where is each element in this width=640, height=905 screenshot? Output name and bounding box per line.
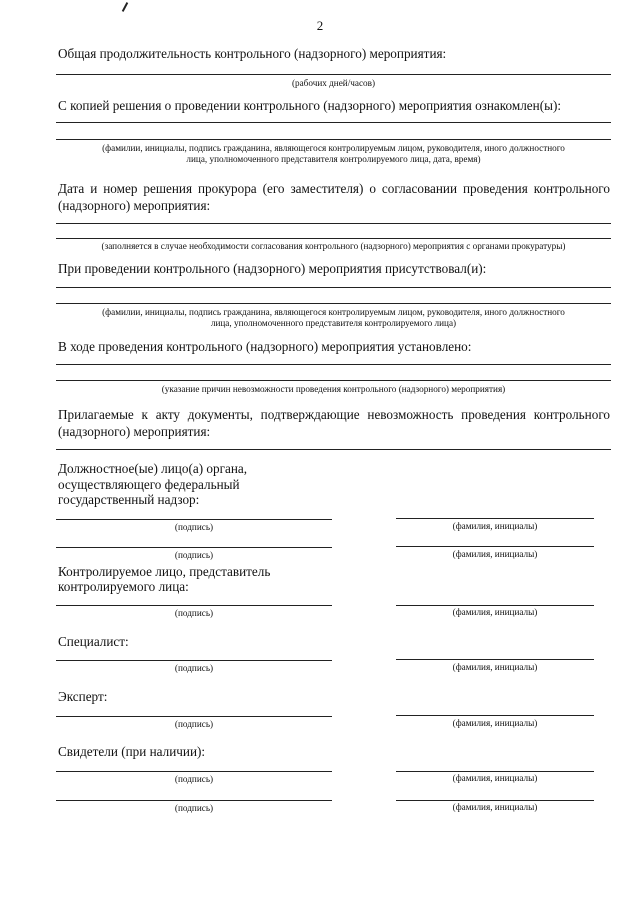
expert-label: Эксперт: <box>58 689 108 704</box>
official-signature-line-2[interactable] <box>56 547 332 548</box>
present-caption-line1: (фамилии, инициалы, подпись гражданина, являющегося контролируемым лицом, руководителя, иного должностного <box>102 307 565 317</box>
acquainted-field-line-1[interactable] <box>56 122 611 123</box>
official-signature-caption-2: (подпись) <box>174 550 214 560</box>
controlled-signature-caption: (подпись) <box>174 608 214 618</box>
witness-signature-line-1[interactable] <box>56 771 332 772</box>
controlled-label-line1: Контролируемое лицо, представитель <box>58 564 271 579</box>
controlled-name-line[interactable] <box>396 605 594 606</box>
specialist-label: Специалист: <box>58 634 129 649</box>
duration-caption: (рабочих дней/часов) <box>291 78 376 88</box>
official-signature-line-1[interactable] <box>56 519 332 520</box>
controlled-signature-line[interactable] <box>56 605 332 606</box>
controlled-name-caption: (фамилия, инициалы) <box>452 607 538 617</box>
acquainted-field-line-2[interactable] <box>56 139 611 140</box>
present-field-line-1[interactable] <box>56 287 611 288</box>
established-label: В ходе проведения контрольного (надзорного) мероприятия установлено: <box>58 339 472 354</box>
witness-name-line-1[interactable] <box>396 771 594 772</box>
official-name-caption-1: (фамилия, инициалы) <box>452 521 538 531</box>
attached-label: Прилагаемые к акту документы, подтверждающие невозможность проведения контрольного (надзорного) мероприятия: <box>58 407 610 439</box>
specialist-name-line[interactable] <box>396 659 594 660</box>
specialist-signature-caption: (подпись) <box>174 663 214 673</box>
present-field-line-2[interactable] <box>56 303 611 304</box>
witness-signature-caption-1: (подпись) <box>174 774 214 784</box>
acquainted-caption-line2: лица, уполномоченного представителя контролируемого лица, дата, время) <box>186 154 481 164</box>
present-label: При проведении контрольного (надзорного) мероприятия присутствовал(и): <box>58 261 487 276</box>
official-label-line1: Должностное(ые) лицо(а) органа, <box>58 461 248 476</box>
official-label-line2: осуществляющего федеральный <box>58 477 240 492</box>
established-caption: (указание причин невозможности проведения контрольного (надзорного) мероприятия) <box>161 384 506 394</box>
prosecutor-field-line-2[interactable] <box>56 238 611 239</box>
prosecutor-label: Дата и номер решения прокурора (его заместителя) о согласовании проведения контрольного (надзорного) мероприятия: <box>58 181 610 213</box>
witness-name-caption-2: (фамилия, инициалы) <box>452 802 538 812</box>
duration-label: Общая продолжительность контрольного (надзорного) мероприятия: <box>58 46 447 61</box>
acquainted-caption-line1: (фамилии, инициалы, подпись гражданина, являющегося контролируемым лицом, руководителя, иного должностного <box>102 143 565 153</box>
official-name-line-2[interactable] <box>396 546 594 547</box>
prosecutor-caption: (заполняется в случае необходимости согласования контрольного (надзорного) мероприятия с органами прокуратуры) <box>101 241 566 251</box>
official-name-caption-2: (фамилия, инициалы) <box>452 549 538 559</box>
official-name-line-1[interactable] <box>396 518 594 519</box>
witness-signature-line-2[interactable] <box>56 800 332 801</box>
page-number: 2 <box>316 18 324 33</box>
official-signature-caption-1: (подпись) <box>174 522 214 532</box>
scan-mark <box>122 2 128 12</box>
official-label-line3: государственный надзор: <box>58 492 200 507</box>
witnesses-label: Свидетели (при наличии): <box>58 744 206 759</box>
expert-name-caption: (фамилия, инициалы) <box>452 718 538 728</box>
specialist-name-caption: (фамилия, инициалы) <box>452 662 538 672</box>
controlled-label-line2: контролируемого лица: <box>58 579 189 594</box>
prosecutor-field-line-1[interactable] <box>56 223 611 224</box>
expert-signature-line[interactable] <box>56 716 332 717</box>
established-field-line-2[interactable] <box>56 380 611 381</box>
witness-signature-caption-2: (подпись) <box>174 803 214 813</box>
established-field-line-1[interactable] <box>56 364 611 365</box>
expert-name-line[interactable] <box>396 715 594 716</box>
acquainted-label: С копией решения о проведении контрольного (надзорного) мероприятия ознакомлен(ы): <box>58 98 562 113</box>
attached-field-line[interactable] <box>56 449 611 450</box>
witness-name-line-2[interactable] <box>396 800 594 801</box>
expert-signature-caption: (подпись) <box>174 719 214 729</box>
specialist-signature-line[interactable] <box>56 660 332 661</box>
duration-field-line[interactable] <box>56 74 611 75</box>
witness-name-caption-1: (фамилия, инициалы) <box>452 773 538 783</box>
present-caption-line2: лица, уполномоченного представителя контролируемого лица) <box>210 318 457 328</box>
